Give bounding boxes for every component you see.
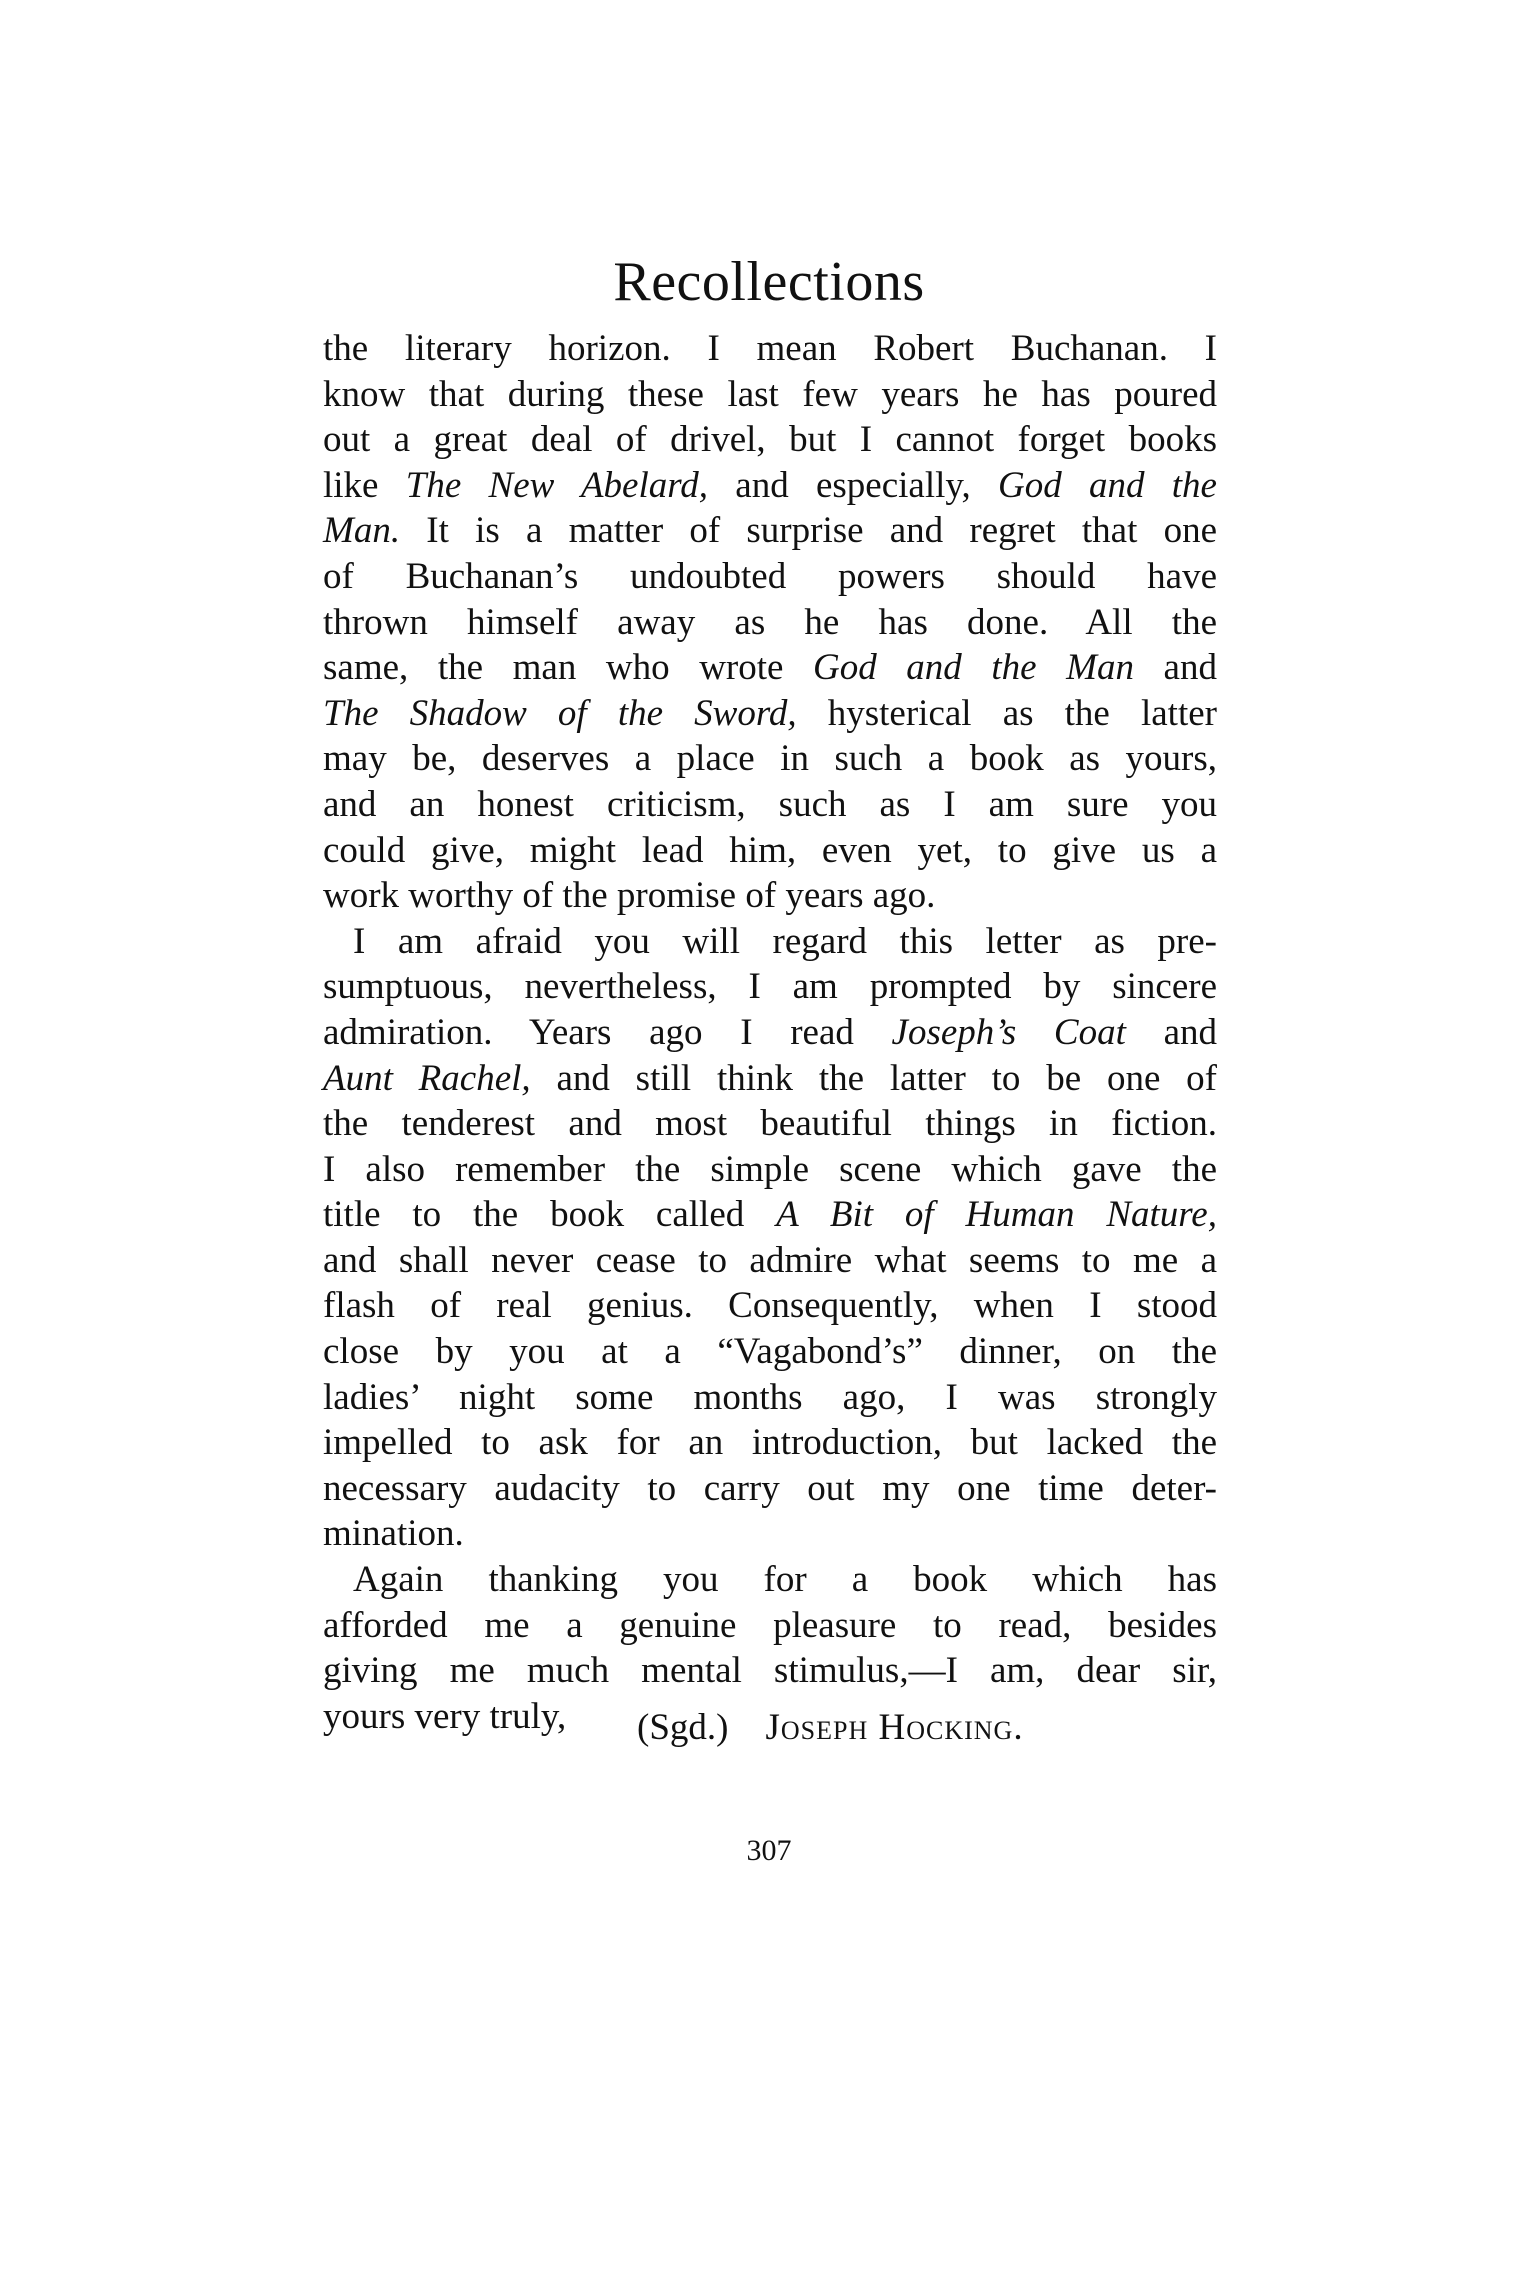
text-line: may be, deserves a place in such a book as yours, — [323, 738, 1217, 780]
text-line: impelled to ask for an introduction, but lacked the — [323, 1422, 1217, 1464]
text-line: Aunt Rachel, and still think the latter to be one of — [323, 1057, 1217, 1099]
italic-title: The Shadow of the Sword, — [323, 692, 797, 734]
text-line: title to the book called A Bit of Human Nature, — [323, 1194, 1217, 1236]
signature-name: Joseph Hocking. — [765, 1707, 1024, 1748]
text-line: admiration. Years ago I read Joseph’s Coat and — [323, 1011, 1217, 1053]
text-line: The Shadow of the Sword, hysterical as the latter — [323, 692, 1217, 734]
text-line: know that during these last few years he has poured — [323, 373, 1217, 415]
signature-prefix: (Sgd.) — [637, 1707, 729, 1748]
text-line: Again thanking you for a book which has — [353, 1559, 1217, 1601]
text-line: necessary audacity to carry out my one time deter- — [323, 1467, 1217, 1509]
text-line: of Buchanan’s undoubted powers should have — [323, 555, 1217, 597]
text-line: afforded me a genuine pleasure to read, besides — [323, 1604, 1217, 1646]
signature-line — [637, 1705, 1024, 1750]
running-head: Recollections — [613, 251, 925, 313]
text-line: yours very truly, — [323, 1695, 567, 1737]
italic-title: Joseph’s Coat — [891, 1011, 1126, 1053]
text-line: same, the man who wrote God and the Man and — [323, 647, 1217, 689]
text-line: and shall never cease to admire what seems to me a — [323, 1239, 1217, 1281]
text-line: the tenderest and most beautiful things in fiction. — [323, 1103, 1217, 1145]
page-number: 307 — [746, 1834, 792, 1867]
text-line: the literary horizon. I mean Robert Buchanan. I — [323, 328, 1217, 369]
text-line: mination. — [323, 1513, 464, 1555]
text-line: I also remember the simple scene which gave the — [323, 1148, 1217, 1190]
text-line: flash of real genius. Consequently, when I stood — [323, 1285, 1217, 1327]
italic-title: Aunt Rachel, — [323, 1057, 531, 1099]
text-line: Man. It is a matter of surprise and regret that one — [323, 510, 1217, 552]
text-line: ladies’ night some months ago, I was strongly — [323, 1376, 1217, 1418]
text-line: giving me much mental stimulus,—I am, dear sir, — [323, 1650, 1217, 1692]
text-line: work worthy of the promise of years ago. — [323, 875, 936, 917]
italic-title: God and the — [998, 464, 1217, 506]
text-line: thrown himself away as he has done. All the — [323, 601, 1217, 643]
text-line: and an honest criticism, such as I am sure you — [323, 783, 1217, 825]
letter-body — [323, 326, 1217, 1739]
text-line: close by you at a “Vagabond’s” dinner, on the — [323, 1331, 1217, 1373]
text-line: out a great deal of drivel, but I cannot forget books — [323, 419, 1217, 461]
text-line: I am afraid you will regard this letter as pre- — [353, 920, 1217, 962]
text-line: like The New Abelard, and especially, God and the — [323, 464, 1217, 506]
italic-title: The New Abelard, — [405, 464, 708, 506]
text-line: could give, might lead him, even yet, to give us a — [323, 829, 1217, 871]
italic-title: Man. — [323, 510, 401, 552]
italic-title: A Bit of Human Nature, — [776, 1194, 1217, 1236]
italic-title: God and the Man — [813, 647, 1134, 689]
text-line: sumptuous, nevertheless, I am prompted by sincere — [323, 966, 1217, 1008]
